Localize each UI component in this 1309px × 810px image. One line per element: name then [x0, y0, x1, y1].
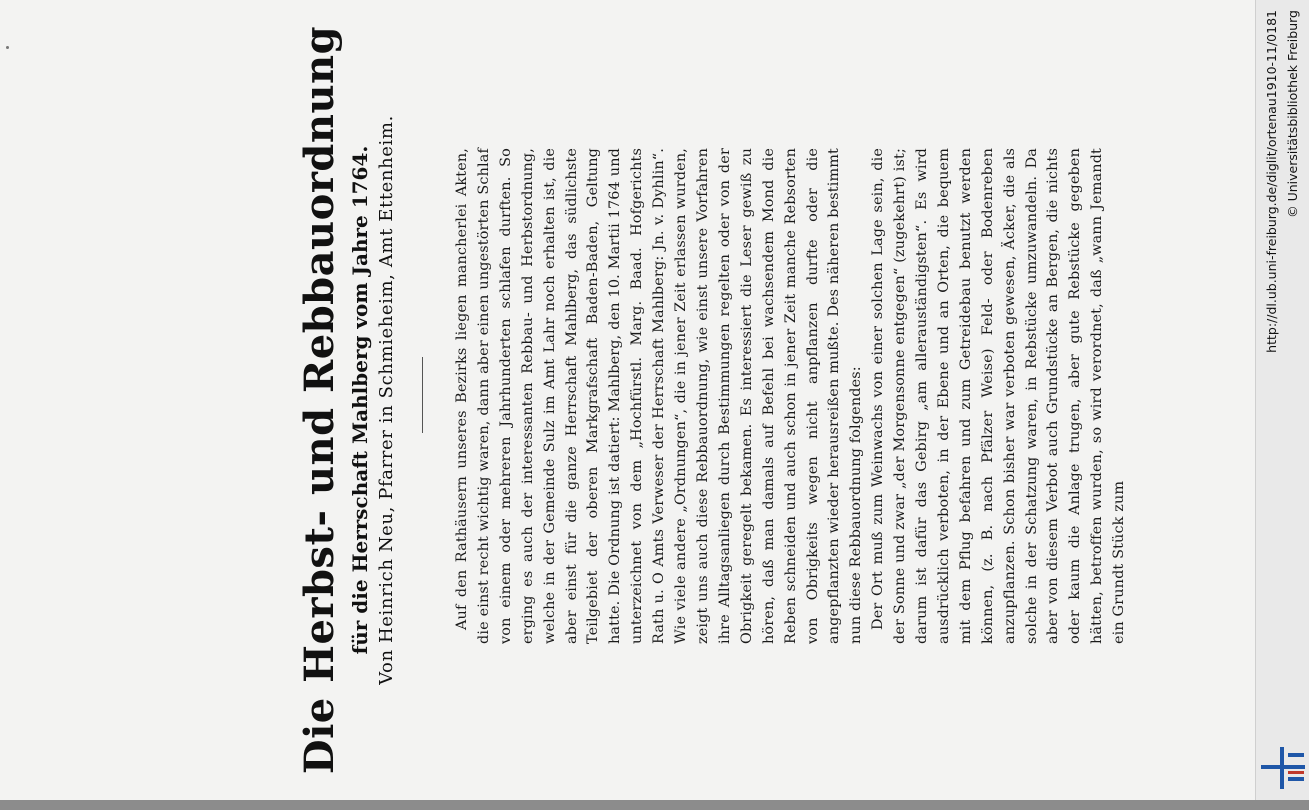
page-title: Die Herbst- und Rebbauordnung: [296, 25, 343, 775]
paragraph: Auf den Rathäusern unseres Bezirks liegen mancherlei Akten, die einst recht wichtig waren, dann aber einen ungestörten Schlaf von einem oder mehreren Jahrhunderten schlafen durften. So erging es auch der interessanten Rebbau- und Herbstordnung, welche in der Gemeinde Sulz im Amt Lahr noch erhalten ist, die aber einst für die ganze Herrschaft Mahlberg, das südlichste Teilgebiet der oberen Markgrafschaft Baden-Baden, Geltung hatte. Die Ordnung ist datiert: Mahlberg, den 10. Martii 1764 und unterzeichnet von dem „Hochfürstl. Marg. Baad. Hofgerichts Rath u. O Amts Verweser der Herrschaft Mahlberg: Jn. v. Dyhlin“. Wie viele andere „Ordnungen“, die in jener Zeit erlassen wurden, zeigt uns auch diese Rebbauordnung, wie einst unsere Vorfahren ihre Alltagsanliegen durch Bestimmungen regelten oder von der Obrigkeit geregelt bekamen. Es interessiert die Leser gewiß zu hören, daß man damals auf Befehl bei wachsendem Mond die Reben schneiden und auch schon in jener Zeit manche Rebsorten von Obrigkeits wegen nicht anpflanzen durfte oder die angepflanzten wieder herausreißen mußte. Des näheren bestimmt nun diese Rebbauordnung folgendes:: [454, 148, 865, 644]
page-subtitle: für die Herrschaft Mahlberg vom Jahre 1764.: [348, 145, 372, 655]
ub-freiburg-logo-icon: [1261, 747, 1305, 789]
copyright-notice: © Universitätsbibliothek Freiburg: [1285, 10, 1300, 218]
body-text: [452, 148, 1131, 644]
author-byline: Von Heinrich Neu, Pfarrer in Schmieheim, Amt Ettenheim.: [376, 115, 397, 685]
sidebar-text: [1256, 0, 1309, 800]
paragraph: Der Ort muß zum Weinwachs von einer solchen Lage sein, die der Sonne und zwar „der Morgensonne entgegen“ (zugekehrt) ist; darum ist dafür das Gebirg „am allerauständigsten“. Es wird ausdrücklich verboten, in der Ebene und an Orten, die bequem mit dem Pflug befahren und zum Getreidebau benutzt werden können, (z. B. nach Pfälzer Weise) Feld- oder Bodenreben anzupflanzen. Schon bisher war verboten gewesen, Äcker, die als solche in der Schatzung waren, in Rebstücke umzuwandeln. Da aber von diesem Verbot auch Grundstücke an Bergen, die nichts oder kaum die Anlage trugen, aber gute Rebstücke gegeben hätten, betroffen wurden, so wird verordnet, daß „wann Jemandt ein Grundt Stück zum: [870, 148, 1128, 644]
divider-rule: [422, 357, 423, 433]
source-url-link[interactable]: http://dl.ub.uni-freiburg.de/diglit/ortenau1910-11/0181: [1264, 10, 1279, 353]
